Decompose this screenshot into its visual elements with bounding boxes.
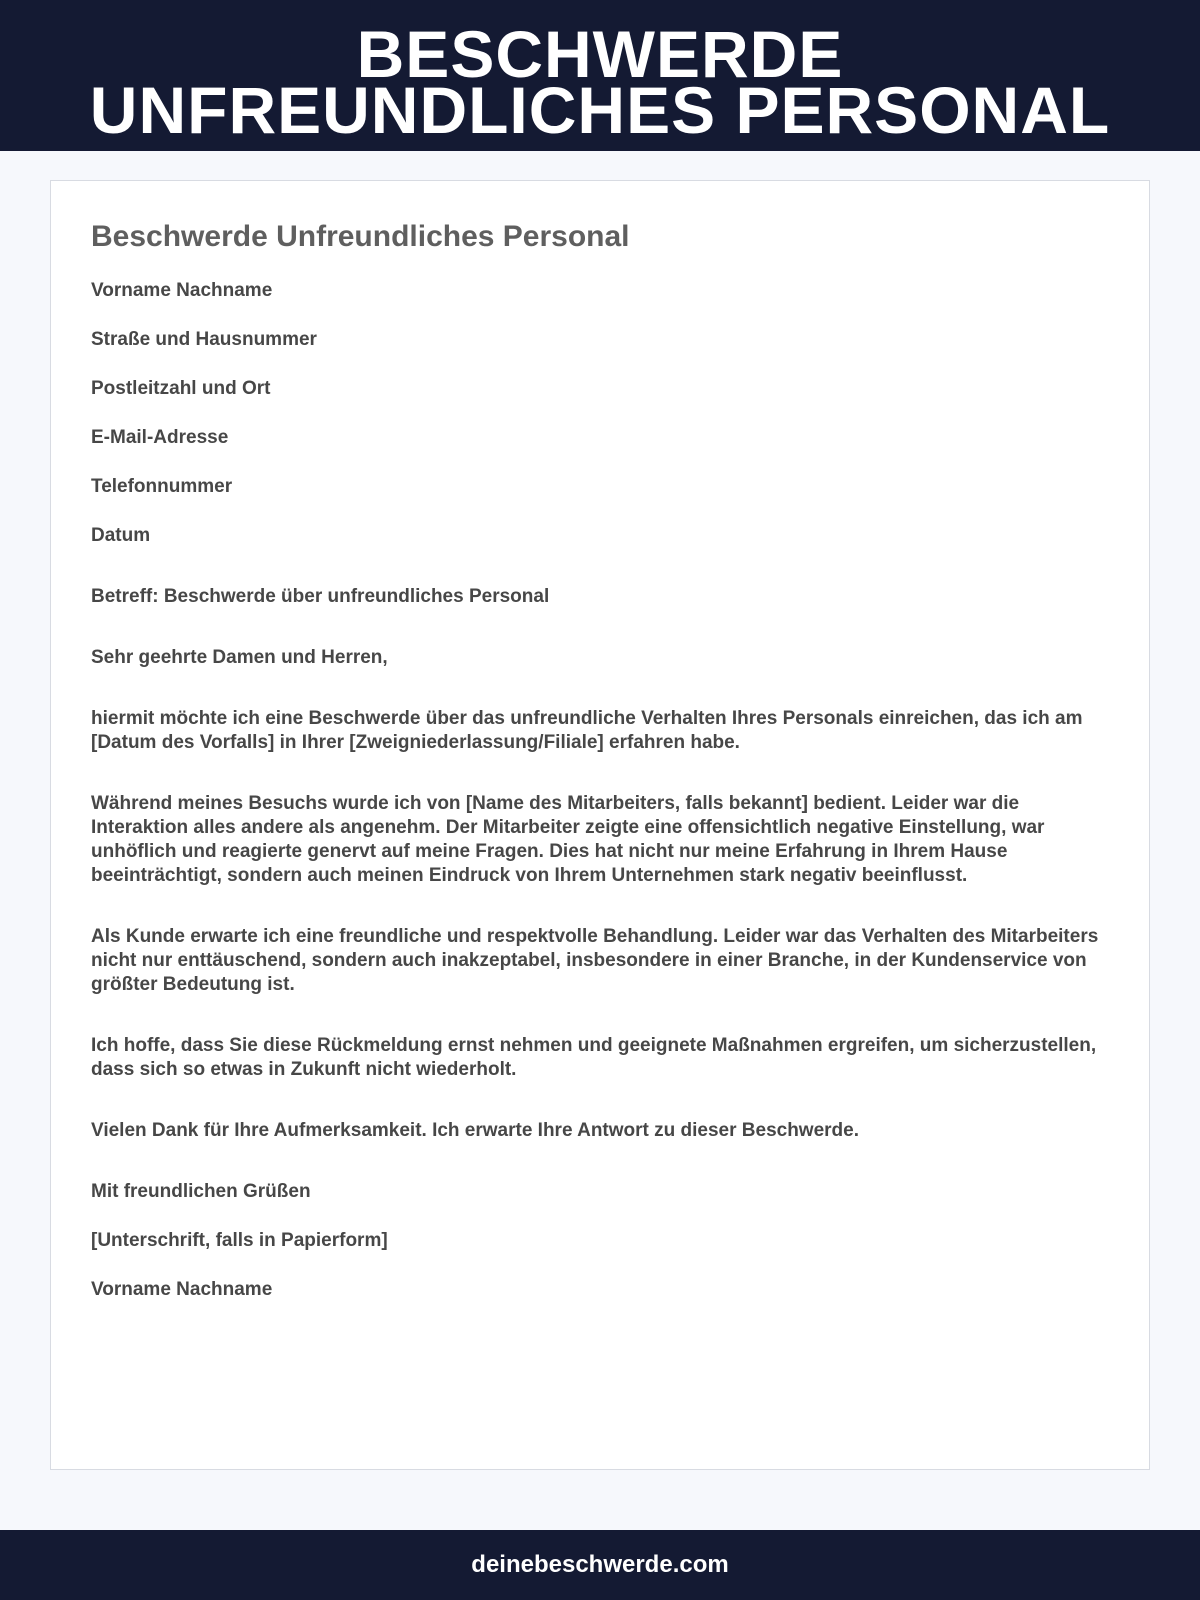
sender-city: Postleitzahl und Ort [91, 378, 271, 399]
page-header [0, 0, 1200, 151]
header-title-line-1: BESCHWERDE [356, 17, 844, 91]
sender-phone: Telefonnummer [91, 476, 233, 497]
header-title-line-2: UNFREUNDLICHES PERSONAL [89, 73, 1111, 147]
sender-name: Vorname Nachname [91, 280, 273, 301]
letter-paragraph: Ich hoffe, dass Sie diese Rückmeldung ernst nehmen und geeignete Maßnahmen ergreifen, um sicherzustellen, dass sich so etwas in Zukunft nicht wiederholt. [91, 1035, 1097, 1080]
document-title: Beschwerde Unfreundliches Personal [91, 220, 630, 253]
signature-placeholder: [Unterschrift, falls in Papierform] [91, 1230, 388, 1251]
letter-paragraph: Vielen Dank für Ihre Aufmerksamkeit. Ich erwarte Ihre Antwort zu dieser Beschwerde. [91, 1120, 859, 1141]
letter-paragraph: Als Kunde erwarte ich eine freundliche und respektvolle Behandlung. Leider war das Verhalten des Mitarbeiters nicht nur enttäuschend, sondern auch inakzeptabel, insbesondere in einer Branche, in der Kundenservice von größter Bedeutung ist. [91, 926, 1099, 995]
signature-name: Vorname Nachname [91, 1279, 273, 1300]
sender-email: E-Mail-Adresse [91, 427, 229, 448]
letter-paragraph: hiermit möchte ich eine Beschwerde über das unfreundliche Verhalten Ihres Personals einreichen, das ich am [Datum des Vorfalls] in Ihrer [Zweigniederlassung/Filiale] erfahren habe. [91, 708, 1083, 753]
sender-street: Straße und Hausnummer [91, 329, 317, 350]
letter-paragraph: Während meines Besuchs wurde ich von [Name des Mitarbeiters, falls bekannt] bedient. Leider war die Interaktion alles andere als angenehm. Der Mitarbeiter zeigte eine offensichtlich negative Einstellung, war unhöflich und reagierte genervt auf meine Fragen. Dies hat nicht nur meine Erfahrung in Ihrem Hause beeinträchtigt, sondern auch meinen Eindruck von Ihrem Unternehmen stark negativ beeinflusst. [91, 793, 1045, 886]
letter-card [50, 180, 1150, 1470]
footer-site-name: deinebeschwerde.com [471, 1551, 729, 1578]
page-footer [0, 1530, 1200, 1600]
letter-salutation: Sehr geehrte Damen und Herren, [91, 647, 388, 668]
letter-date: Datum [91, 525, 151, 546]
letter-closing: Mit freundlichen Grüßen [91, 1181, 311, 1202]
letter-subject: Betreff: Beschwerde über unfreundliches Personal [91, 586, 550, 607]
